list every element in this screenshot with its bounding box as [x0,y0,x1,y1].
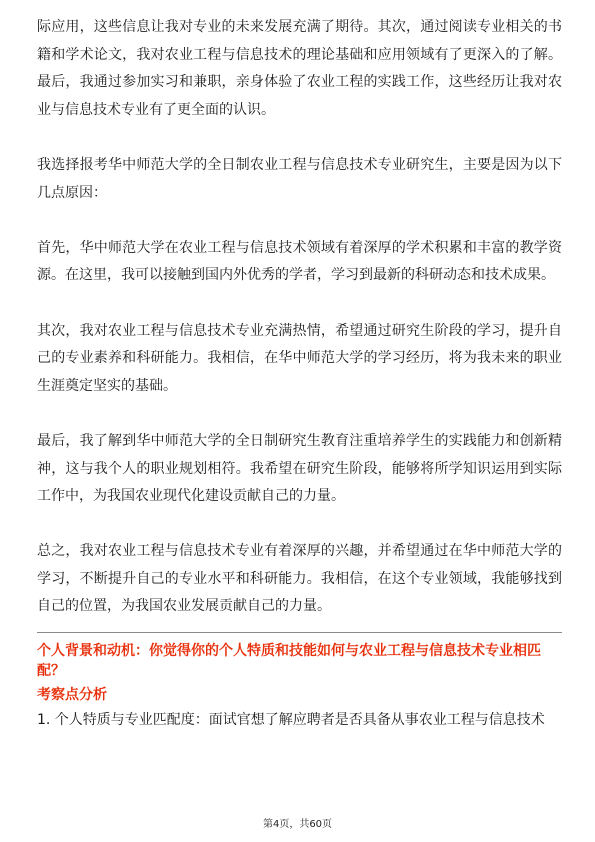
paragraph-conclusion: 总之，我对农业工程与信息技术专业有着深厚的兴趣，并希望通过在华中师范大学的学习，不断提升自己的专业水平和科研能力。我相信，在这个专业领域，我能够找到自己的位置，为我国农业发展贡献自己的力量。 [37,543,562,615]
paragraph-reason-last: 最后，我了解到华中师范大学的全日制研究生教育注重培养学生的实践能力和创新精神，这与我个人的职业规划相符。我希望在研究生阶段，能够将所学知识运用到实际工作中，为我国农业现代化建设贡献自己的力量。 [37,432,562,505]
interview-question: 个人背景和动机：你觉得你的个人特质和技能如何与农业工程与信息技术专业相匹配？ [37,643,541,680]
paragraph-reasons-intro: 我选择报考华中师范大学的全日制农业工程与信息技术专业研究生，主要是因为以下几点原因： [37,156,562,201]
analysis-heading: 考察点分析 [37,687,107,704]
paragraph-learning-channels: 际应用，这些信息让我对专业的未来发展充满了期待。其次，通过阅读专业相关的书籍和学术论文，我对农业工程与信息技术的理论基础和应用领域有了更深入的了解。最后，我通过参加实习和兼职，亲身体验了农业工程的实践工作，这些经历让我对农业与信息技术专业有了更全面的认识。 [37,19,562,118]
paragraph-reason-second: 其次，我对农业工程与信息技术专业充满热情，希望通过研究生阶段的学习，提升自己的专业素养和科研能力。我相信，在华中师范大学的学习经历，将为我未来的职业生涯奠定坚实的基础。 [37,322,562,394]
paragraph-reason-first: 首先，华中师范大学在农业工程与信息技术领域有着深厚的学术积累和丰富的教学资源。在这里，我可以接触到国内外优秀的学者，学习到最新的科研动态和技术成果。 [37,239,562,284]
page-number: 第4页，共60页 [262,819,333,830]
section-divider [37,632,562,633]
analysis-point: 1. 个人特质与专业匹配度：面试官想了解应聘者是否具备从事农业工程与信息技术 [37,712,545,729]
document-body [37,14,562,730]
